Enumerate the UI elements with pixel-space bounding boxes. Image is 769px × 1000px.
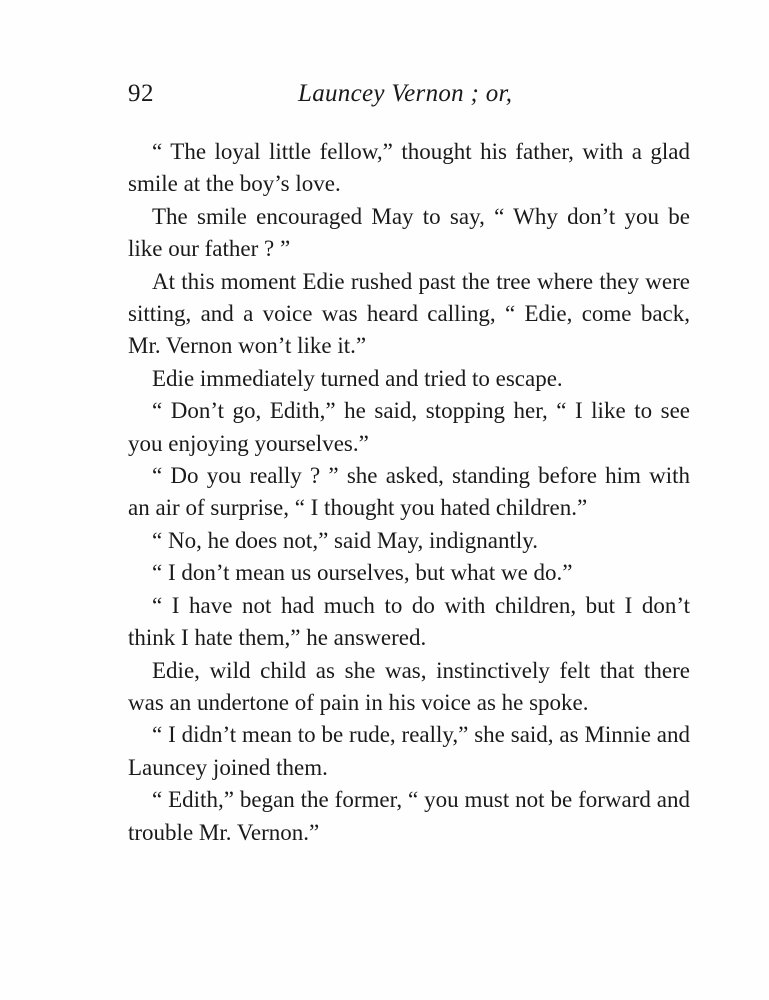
paragraph: “ The loyal little fellow,” thought his father, with a glad smile at the boy’s love. [128,139,690,197]
paragraph: “ I have not had much to do with children, but I don’t think I hate them,” he answered. [128,592,690,651]
paragraph: “ I didn’t mean to be rude, really,” she said, as Minnie and Launcey joined them. [128,722,690,780]
paragraph: “ Don’t go, Edith,” he said, stopping her, “ I like to see you enjoying yourselves.” [128,398,690,456]
page-header [128,80,690,120]
paragraph: Edie immediately turned and tried to escape. [152,365,563,391]
paragraph: The smile encouraged May to say, “ Why don’t you be like our father ? ” [128,203,690,262]
page-number: 92 [128,80,154,107]
paragraph: “ Edith,” began the former, “ you must not be forward and trouble Mr. Vernon.” [128,787,690,845]
paragraph: Edie, wild child as she was, instinctively felt that there was an undertone of pain in his voice as he spoke. [128,657,690,715]
paragraph: “ No, he does not,” said May, indignantly. [152,527,539,553]
paragraph: “ I don’t mean us ourselves, but what we do.” [152,560,573,586]
paragraph: “ Do you really ? ” she asked, standing before him with an air of surprise, “ I thought you hated children.” [128,463,690,521]
paragraph: At this moment Edie rushed past the tree where they were sitting, and a voice was heard calling, “ Edie, come back, Mr. Vernon won’t like it.” [128,268,690,359]
body-text [128,136,690,849]
running-title: Launcey Vernon ; or, [298,80,513,107]
